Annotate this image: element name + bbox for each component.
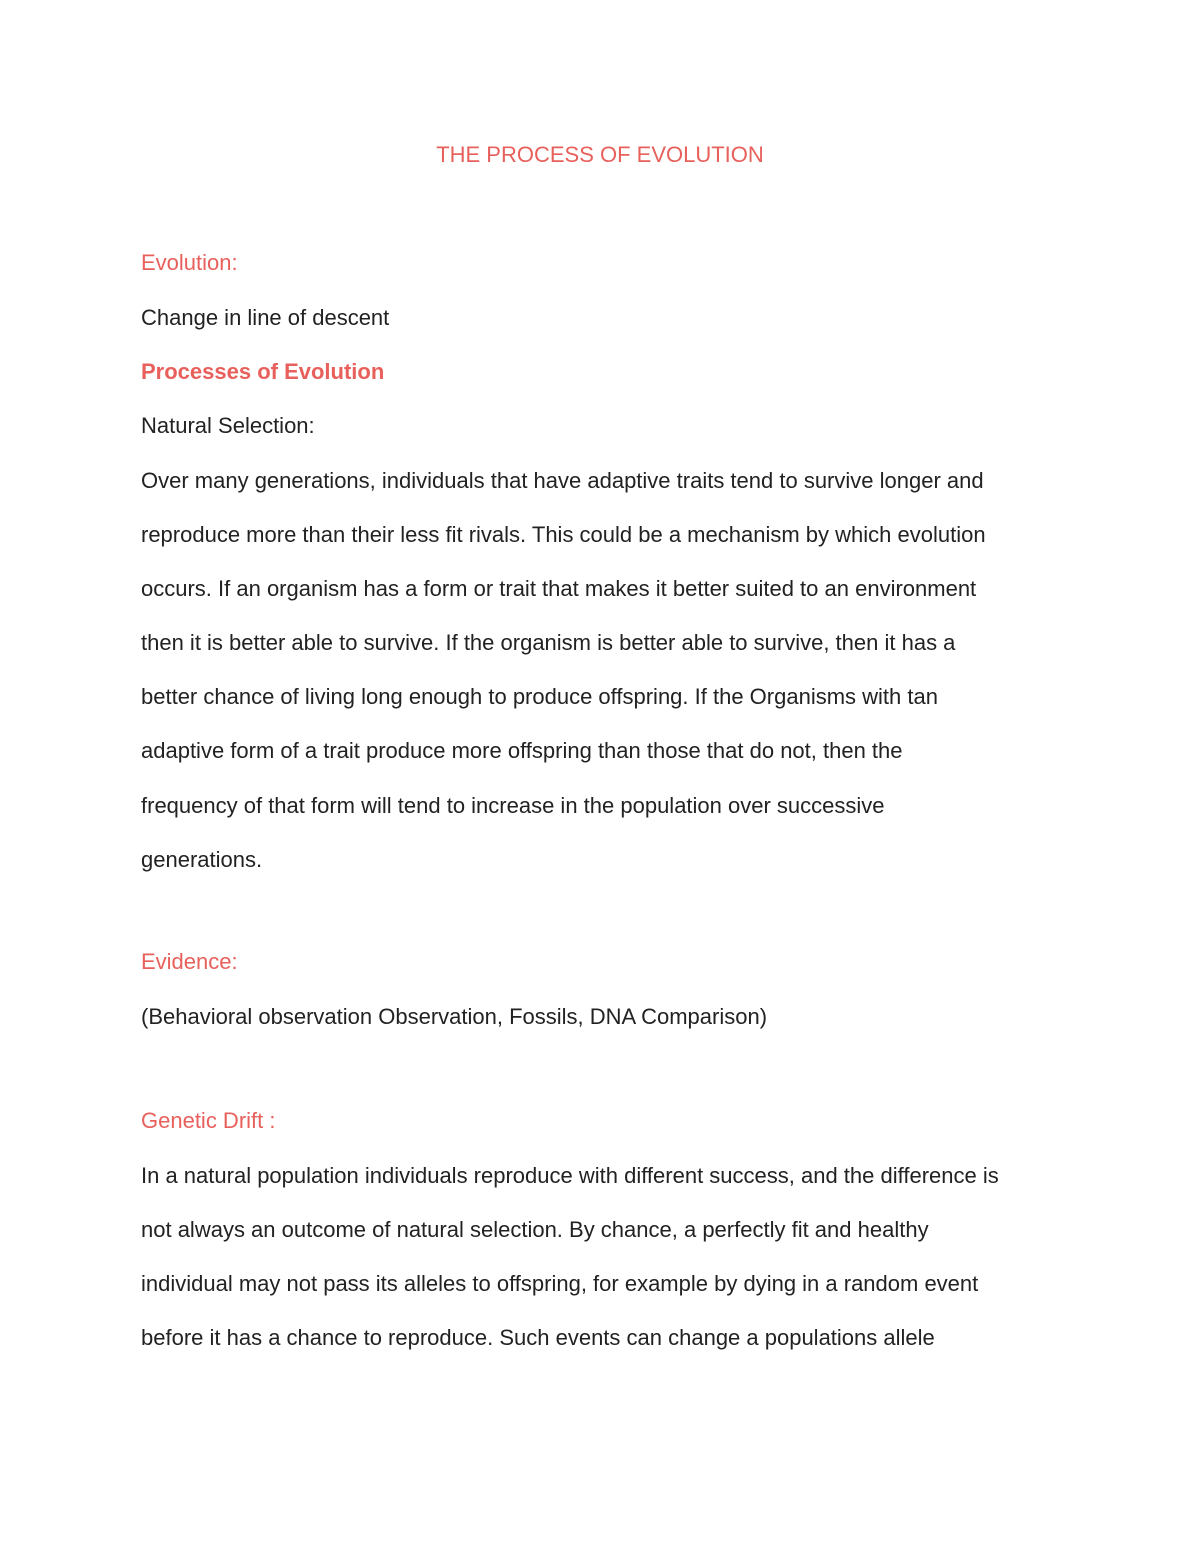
natural-selection-line: Over many generations, individuals that have adaptive traits tend to survive longer and xyxy=(141,468,984,493)
genetic-drift-heading: Genetic Drift : xyxy=(141,1108,276,1133)
natural-selection-line: adaptive form of a trait produce more offspring than those that do not, then the xyxy=(141,738,903,763)
natural-selection-line: better chance of living long enough to produce offspring. If the Organisms with tan xyxy=(141,684,938,709)
genetic-drift-line: not always an outcome of natural selection. By chance, a perfectly fit and healthy xyxy=(141,1217,929,1242)
genetic-drift-line: before it has a chance to reproduce. Such events can change a populations allele xyxy=(141,1325,935,1350)
natural-selection-label: Natural Selection: xyxy=(141,413,315,438)
document-title: THE PROCESS OF EVOLUTION xyxy=(436,142,764,167)
processes-heading: Processes of Evolution xyxy=(141,359,385,384)
evidence-heading: Evidence: xyxy=(141,949,238,974)
genetic-drift-line: individual may not pass its alleles to offspring, for example by dying in a random event xyxy=(141,1271,979,1296)
evolution-definition: Change in line of descent xyxy=(141,305,390,330)
natural-selection-line: reproduce more than their less fit rivals. This could be a mechanism by which evolution xyxy=(141,522,986,547)
natural-selection-line: occurs. If an organism has a form or trait that makes it better suited to an environment xyxy=(141,576,977,601)
genetic-drift-line: In a natural population individuals reproduce with different success, and the difference is xyxy=(141,1163,999,1188)
natural-selection-line: generations. xyxy=(141,847,263,872)
natural-selection-line: then it is better able to survive. If the organism is better able to survive, then it has a xyxy=(141,630,956,655)
natural-selection-line: frequency of that form will tend to increase in the population over successive xyxy=(141,793,885,818)
evolution-heading: Evolution: xyxy=(141,250,238,275)
evidence-text: (Behavioral observation Observation, Fossils, DNA Comparison) xyxy=(141,1004,768,1029)
